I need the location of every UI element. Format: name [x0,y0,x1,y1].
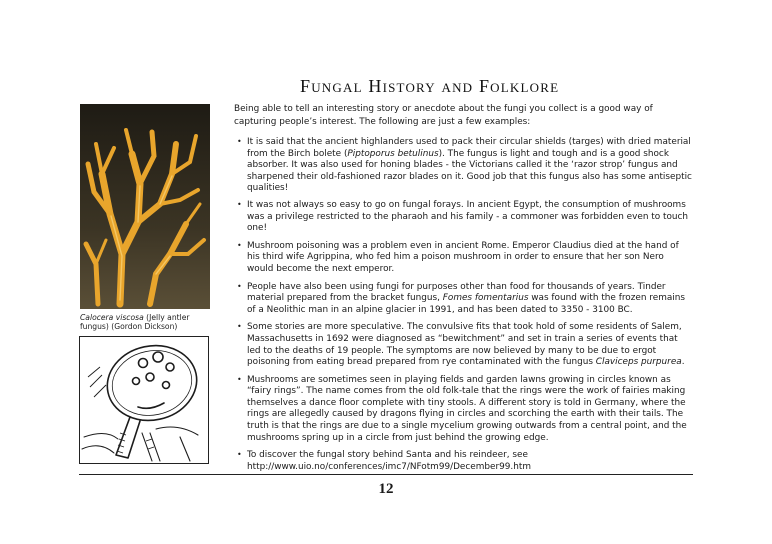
item-italic: Claviceps purpurea [595,357,682,368]
list-item [234,282,692,317]
item-italic: Piptoporus betulinus [347,148,439,159]
list-item [234,322,692,368]
item-text: It was not always so easy to go on fungal forays. In ancient Egypt, the consumption of mushrooms was a privilege restricted to the pharaoh and his family - a commoner was forbidden even to touch one! [247,199,689,234]
folklore-list [234,137,692,479]
item-text: People have also been using fungi for purposes other than food for thousands of years. Tinder material prepared from the bracket fungus, [247,281,666,304]
list-item [234,241,692,276]
bullet-icon: • [237,240,242,250]
item-italic: Fomes fomentarius [442,293,529,304]
fungus-photo [80,104,210,309]
item-text: It is said that the ancient highlanders used to pack their circular shields (targes) with dried material from the Birch bolete ( [247,137,691,159]
item-text: . [681,357,685,368]
list-item [234,450,692,473]
bullet-icon: • [237,322,242,332]
item-text: Some stories are more speculative. The convulsive fits that took hold of some residents of Salem, Massachusetts in 1692 were diagnosed as “bewitchment” and set in train a series of events that led to the deaths of 19 people. The symptoms are now believed by many to be due to ergot poisoning from eating bread prepared from rye contaminated with the fungus [247,322,682,368]
list-item [234,137,692,195]
intro-paragraph: Being able to tell an interesting story or anecdote about the fungi you collect is a good way of capturing people’s interest. The following are just a few examples: [234,104,653,127]
bullet-icon: • [237,450,242,460]
item-text: Mushrooms are sometimes seen in playing fields and garden lawns growing in circles known as “fairy rings”. The name comes from the old folk-tale that the rings were the work of fairies making themselves a dance floor complete with tiny stools. A different story is told in Germany, where the rings are allegedly caused by dragons flying in circles and scorching the earth with their tails. The truth is that the rings are due to a single mycelium growing outwards from a central point, and the mushrooms spring up in a circle from just behind the growing edge. [247,374,687,443]
item-text: To discover the fungal story behind Santa and his reindeer, see http://www.uio.no/conferences/imc7/NFotm99/December99.htm [247,450,531,472]
mushroom-sketch-icon [79,336,209,464]
photo-caption [80,313,215,331]
bullet-icon: • [237,137,242,146]
list-item [234,200,692,235]
item-text: Mushroom poisoning was a problem even in ancient Rome. Emperor Claudius died at the hand of his third wife Agrippina, who fed him a poison mushroom in order to ensure that her son Nero would become the next emperor. [247,240,679,274]
item-text: was found with the frozen remains of a Neolithic man in an alpine glacier in 1991, and has been dated to 3350 - 3100 BC. [247,293,685,315]
item-text: ). The fungus is light and tough and is a good shock absorber. It was also used for honing blades - the Victorians called it the ‘razor strop’ fungus and sharpened their old-fashioned razor blades on it. Good job that this fungus also has some antiseptic qualities! [247,148,692,194]
page-number: 12 [378,481,394,497]
page-title: Fungal History and Folklore [300,76,560,96]
list-item [234,375,692,445]
caption-species: Calocera viscosa [80,313,144,322]
bullet-icon: • [237,374,242,384]
bullet-icon: • [237,199,242,209]
footer-divider [79,474,693,475]
caption-text: (Jelly antler fungus) (Gordon Dickson) [80,313,190,331]
bullet-icon: • [237,281,242,291]
